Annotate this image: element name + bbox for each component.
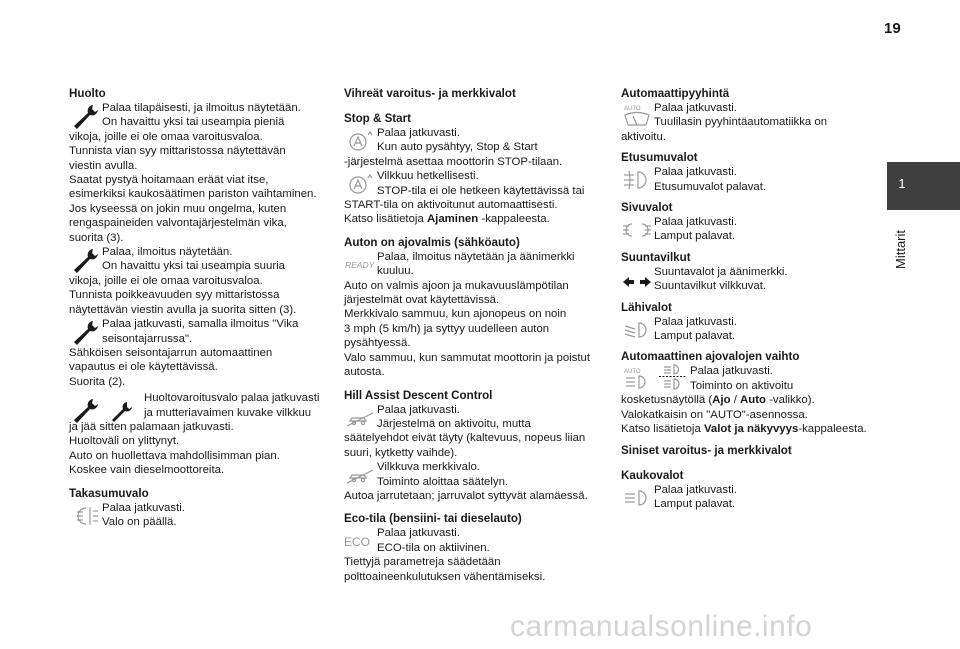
huolto-4-line: ja jää sitten palamaan jatkuvasti. (69, 420, 234, 433)
column-right (621, 86, 876, 511)
huolto-1-line: On havaittu yksi tai useampia pieniä (102, 116, 285, 129)
side-lights-line: Palaa jatkuvasti. (654, 216, 737, 229)
huolto-4-line: Huoltoväli on ylittynyt. (69, 435, 180, 448)
huolto-3-line: vapautus ei ole käytettävissä. (69, 361, 218, 374)
subheading-ready: Auton on ajovalmis (sähköauto) (344, 235, 520, 249)
turn-signals-line: Suuntavalot ja äänimerkki. (654, 265, 788, 278)
side-lights-entry (621, 215, 876, 244)
front-fog-line: Palaa jatkuvasti. (654, 166, 737, 179)
subheading-eco: Eco-tila (bensiini- tai dieselauto) (344, 512, 522, 526)
huolto-1-line: Saatat pystyä hoitamaan eräät viat itse, (69, 174, 269, 187)
low-beam-line: Lamput palavat. (654, 330, 736, 343)
watermark: carmanualsonline.info (510, 610, 813, 643)
page-number: 19 (884, 20, 901, 37)
bold-reference: Auto (740, 394, 766, 407)
front-fog-light-icon (621, 166, 653, 194)
huolto-4-line: Huoltovaroitusvalo palaa jatkuvasti (144, 392, 320, 405)
hill-assist-line: Toiminto aloittaa säätelyn. (377, 475, 509, 488)
turn-signals-line: Suuntavilkut vilkkuvat. (654, 280, 767, 293)
subheading-stop-start: Stop & Start (344, 112, 411, 125)
front-fog-line: Etusumuvalot palavat. (654, 180, 767, 193)
hill-assist-line: Järjestelmä on aktivoitu, mutta (377, 417, 531, 430)
rear-fog-light-icon (69, 502, 101, 530)
hill-assist-line: Vilkkuva merkkivalo. (377, 461, 480, 474)
hill-assist-line: suuri, kytketty vaihde). (344, 446, 458, 459)
ready-icon (344, 251, 376, 279)
subheading-high-beam: Kaukovalot (621, 468, 684, 482)
huolto-2-line: näytettävän viestin avulla ja suorita sitten (3). (69, 303, 297, 316)
auto-icon-text: AUTO (624, 106, 641, 112)
eco-entry (344, 526, 606, 555)
bold-reference: Ajo (712, 394, 731, 407)
text-run: kosketusnäytöllä ( (621, 394, 713, 407)
ready-line: Palaa, ilmoitus näytetään ja äänimerkki (377, 250, 575, 263)
low-beam-icon (621, 316, 653, 344)
subheading-turn-signals: Suuntavilkut (621, 250, 691, 264)
section-heading-blue: Siniset varoitus- ja merkkivalot (621, 443, 792, 457)
eco-icon (344, 527, 376, 555)
stop-start-line: Vilkkuu hetkellisesti. (377, 170, 479, 183)
huolto-1-line: Jos kyseessä on jokin muu ongelma, kuten (69, 202, 287, 215)
eco-icon-text: ECO (344, 535, 371, 550)
huolto-1-line: vikoja, joille ei ole omaa varoitusvaloa. (69, 130, 263, 143)
huolto-1-line: esimerkiksi kaukosäätimen pariston vaihtaminen. (69, 188, 317, 201)
huolto-1-line: Tunnista vian syy mittaristossa näytettävän (69, 145, 286, 158)
subheading-side-lights: Sivuvalot (621, 201, 673, 215)
chapter-tab-label-text: Mittarit (893, 230, 908, 269)
huolto-3-line: Palaa jatkuvasti, samalla ilmoitus "Vika (102, 318, 299, 331)
chapter-tab-label (893, 213, 911, 269)
wrench-icon (69, 318, 101, 346)
text-run: Katso lisätietoja (621, 423, 704, 436)
text-run: -kappaleesta. (798, 423, 867, 436)
huolto-3-line: seisontajarrussa". (102, 332, 193, 345)
wiper-line: Tuulilasin pyyhintäautomatiikka on (654, 116, 828, 129)
spanner-icon (107, 398, 139, 426)
takasumuvalo-entry (69, 501, 329, 530)
high-beam-icon (621, 484, 653, 512)
text-run: Katso lisätietoja (344, 213, 427, 226)
subheading-wiper: Automaattipyyhintä (621, 87, 730, 100)
huolto-2-line: vikoja, joille ei ole omaa varoitusvaloa. (69, 274, 263, 287)
auto-headlights-entry (621, 364, 876, 393)
hill-descent-icon (344, 461, 376, 489)
hill-assist-line: Autoa jarrutetaan; jarruvalot syttyvät alamäessä. (344, 489, 588, 502)
eco-line: polttoaineenkulutuksen vähentämiseksi. (344, 570, 546, 583)
stop-start-entry-1 (344, 126, 606, 155)
ready-line: järjestelmät ovat käytettävissä. (344, 294, 500, 307)
huolto-1-line: Palaa tilapäisesti, ja ilmoitus näytetään. (102, 102, 301, 114)
stop-start-line: STOP-tila ei ole hetkeen käytettävissä tai (377, 184, 585, 197)
ready-line: autosta. (344, 366, 385, 379)
huolto-3-line: Sähköisen seisontajarrun automaattinen (69, 346, 273, 359)
wrench-icon (69, 396, 101, 424)
front-fog-entry (621, 165, 876, 194)
bold-reference: Ajaminen (426, 213, 479, 226)
huolto-entry-2 (69, 245, 329, 274)
hill-assist-entry-2 (344, 460, 606, 489)
stop-start-line: Kun auto pysähtyy, Stop & Start (377, 141, 538, 154)
huolto-2-line: Tunnista poikkeavuuden syy mittaristossa (69, 289, 280, 302)
beam-switch-icon (657, 364, 689, 392)
subheading-low-beam: Lähivalot (621, 300, 672, 314)
stop-start-icon (344, 170, 376, 198)
section-heading-takasumuvalo: Takasumuvalo (69, 486, 149, 500)
high-beam-line: Palaa jatkuvasti. (654, 483, 737, 496)
eco-line: ECO-tila on aktiivinen. (377, 541, 490, 554)
huolto-4-line: ja mutteriavaimen kuvake vilkkuu (144, 406, 312, 419)
column-middle (344, 86, 606, 584)
huolto-1-line: rengaspaineiden valvontajärjestelmän vika, (69, 217, 287, 230)
huolto-2-line: On havaittu yksi tai useampia suuria (102, 260, 285, 273)
hill-assist-line: säätelyehdot eivät täyty (kaltevuus, nopeus liian (344, 432, 586, 445)
huolto-1-line: suorita (3). (69, 231, 124, 244)
chapter-tab-number: 1 (898, 176, 906, 191)
section-heading-green: Vihreät varoitus- ja merkkivalot (344, 87, 516, 100)
stop-start-line: Palaa jatkuvasti. (377, 127, 460, 139)
takasumuvalo-line: Valo on päällä. (102, 515, 177, 528)
ready-line: kuuluu. (377, 265, 414, 278)
ready-line: Valo sammuu, kun sammutat moottorin ja poistut (344, 351, 591, 364)
ready-entry (344, 250, 606, 279)
auto-headlights-line: Valokatkaisin on "AUTO"-asennossa. (621, 408, 808, 421)
wiper-line: Palaa jatkuvasti. (654, 102, 737, 114)
eco-line: Palaa jatkuvasti. (377, 527, 460, 540)
auto-headlights-line: Toiminto on aktivoitu (690, 379, 794, 392)
side-lights-icon (621, 216, 653, 244)
huolto-4-line: Koskee vain dieselmoottoreita. (69, 464, 225, 477)
takasumuvalo-line: Palaa jatkuvasti. (102, 501, 185, 514)
eco-line: Tiettyjä parametreja säädetään (344, 556, 501, 569)
wrench-icon (69, 102, 101, 130)
section-heading-huolto: Huolto (69, 87, 106, 100)
high-beam-line: Lamput palavat. (654, 497, 736, 510)
huolto-1-line: viestin avulla. (69, 159, 138, 172)
text-run: / (730, 394, 741, 407)
stop-start-entry-2 (344, 169, 606, 198)
subheading-hill-assist: Hill Assist Descent Control (344, 388, 493, 402)
stop-start-line (344, 212, 606, 226)
wiper-line: aktivoitu. (621, 130, 666, 143)
auto-icon-text: AUTO (624, 369, 641, 376)
auto-headlamp-icon (621, 365, 653, 393)
subheading-auto-headlights: Automaattinen ajovalojen vaihto (621, 350, 800, 364)
hill-assist-line: Palaa jatkuvasti. (377, 403, 460, 416)
stop-start-line: -järjestelmä asettaa moottorin STOP-tilaan. (344, 155, 563, 168)
ready-line: pysähtyessä. (344, 337, 411, 350)
high-beam-entry (621, 483, 876, 512)
huolto-entry-1 (69, 101, 329, 130)
auto-headlights-line (621, 422, 876, 436)
wrench-icon (69, 246, 101, 274)
huolto-2-line: Palaa, ilmoitus näytetään. (102, 246, 233, 259)
ready-line: 3 mph (5 km/h) ja syttyy uudelleen auton (344, 322, 550, 335)
auto-headlights-line: Palaa jatkuvasti. (690, 365, 773, 378)
ready-line: Merkkivalo sammuu, kun ajonopeus on noin (344, 308, 567, 321)
stop-start-icon (344, 127, 376, 155)
subheading-front-fog: Etusumuvalot (621, 151, 698, 165)
huolto-entry-3 (69, 317, 329, 346)
turn-signals-entry (621, 265, 876, 294)
hill-assist-entry-1 (344, 403, 606, 432)
column-left (69, 86, 329, 529)
auto-headlights-line (621, 393, 876, 407)
huolto-3-line: Suorita (2). (69, 375, 126, 388)
stop-start-line: START-tila on aktivoitunut automaattisesti. (344, 199, 558, 212)
text-run: -valikko). (765, 394, 815, 407)
side-lights-line: Lamput palavat. (654, 230, 736, 243)
low-beam-line: Palaa jatkuvasti. (654, 315, 737, 328)
ready-icon-text: READY (345, 259, 375, 270)
huolto-entry-4 (69, 391, 329, 420)
bold-reference: Valot ja näkyvyys (703, 423, 799, 436)
ready-line: Auto on valmis ajoon ja mukavuuslämpötilan (344, 279, 569, 292)
low-beam-entry (621, 315, 876, 344)
huolto-4-line: Auto on huollettava mahdollisimman pian. (69, 449, 280, 462)
hill-descent-icon (344, 404, 376, 432)
turn-signal-arrows-icon (621, 266, 653, 294)
text-run: -kappaleesta. (478, 213, 550, 226)
wiper-entry (621, 101, 876, 130)
auto-wiper-icon (621, 102, 653, 130)
